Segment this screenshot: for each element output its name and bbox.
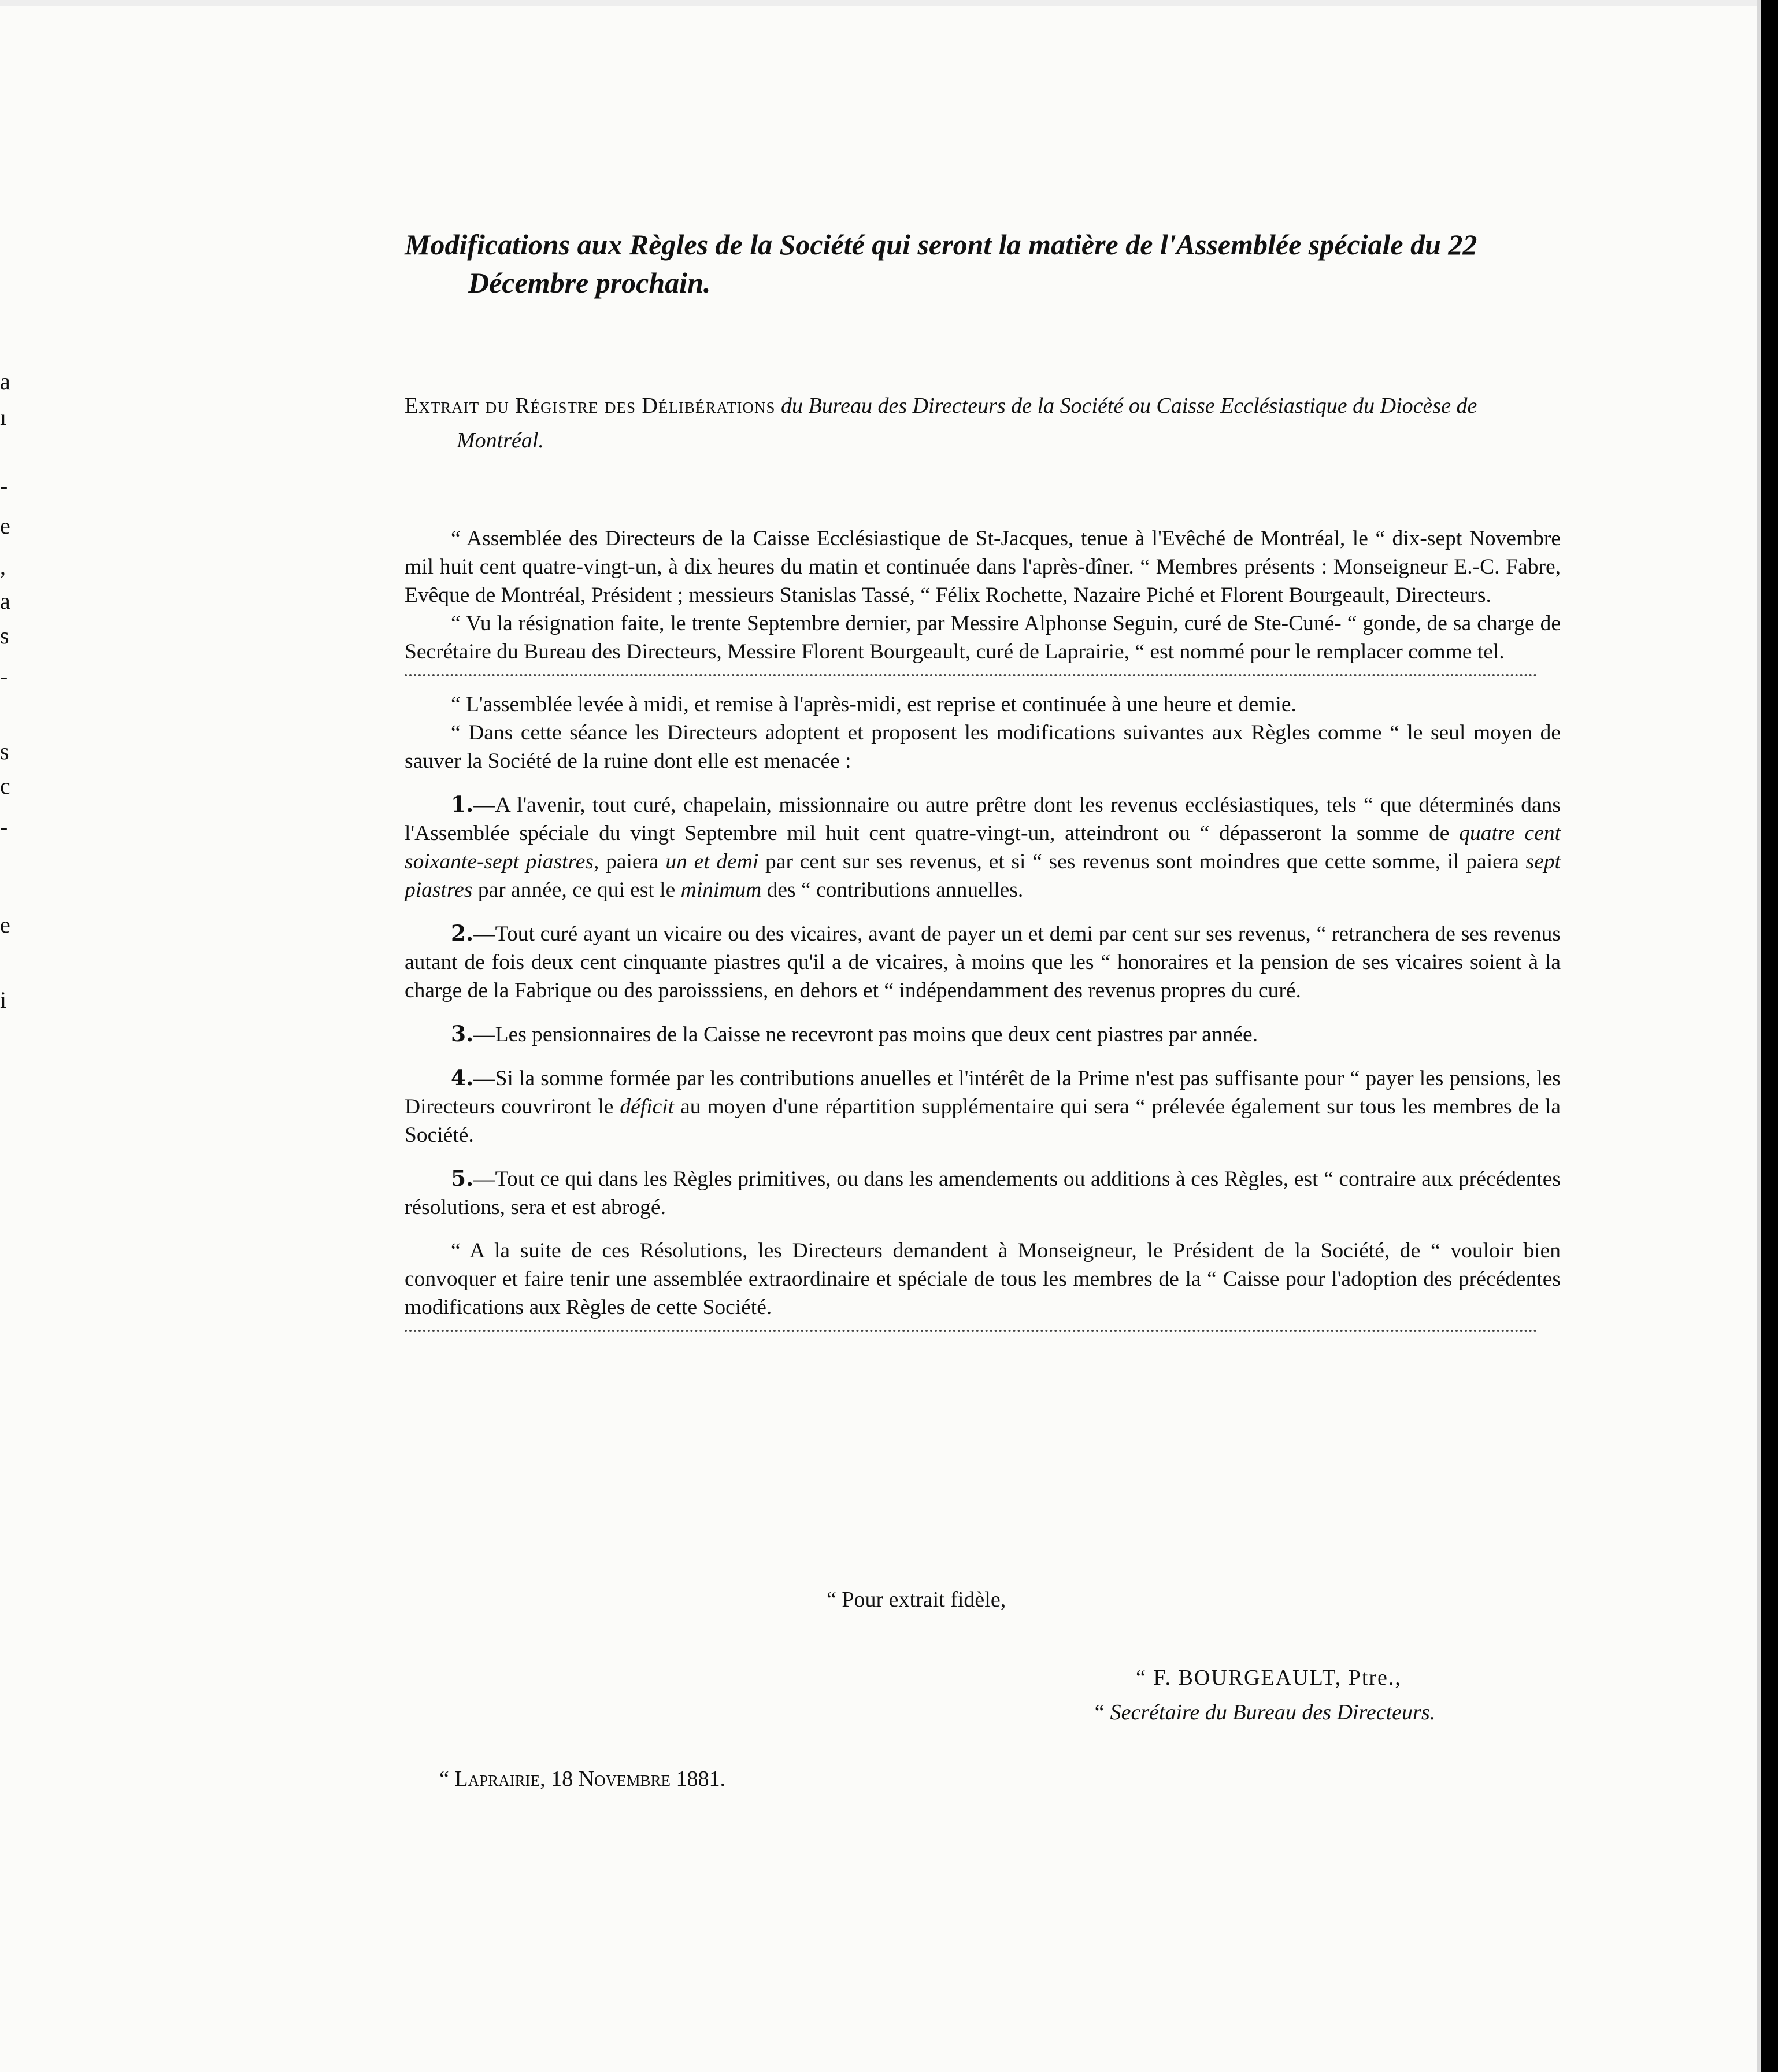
signature-name: “ F. BOURGEAULT, Ptre., [1136,1666,1402,1690]
resolution-text: par cent sur ses revenus, et si “ ses revenus sont moindres que cette somme, il paiera [765,850,1519,874]
margin-mark: e [0,513,10,539]
resolution-text: des “ contributions annuelles. [766,878,1024,902]
resolution-number: 4. [451,1065,474,1090]
resolution-number: 3. [451,1021,474,1046]
scan-edge [0,0,1757,6]
paragraph-adjourned: “ L'assemblée levée à midi, et remise à l'après-midi, est reprise et continuée à une heure et demie. [451,693,1297,716]
margin-mark: - [0,663,8,689]
resolution-emphasis: un et demi [665,850,759,874]
resolution-text: paiera [606,850,659,874]
resolution-2 [405,919,1561,1005]
resolution-text: —Tout curé ayant un vicaire ou des vicaires, avant de payer un et demi par cent sur ses revenus, “ retranchera de ses revenus autant de fois deux cent cinquante piastres qu'il a de vicaires, à moins que les “ honoraires et la pension de ses vicaires soient à la charge de la Fabrique ou des paroisssiens, en dehors et “ indépendamment des revenus propres du curé. [405,922,1561,1002]
signature-role: “ Secrétaire du Bureau des Directeurs. [1092,1700,1436,1725]
margin-mark: ı [0,404,7,430]
margin-mark: i [0,987,7,1013]
resolution-1 [405,790,1561,904]
resolution-5 [405,1164,1561,1222]
resolution-emphasis: minimum [680,878,762,902]
closing-extrait: “ Pour extrait fidèle, [827,1588,1006,1612]
margin-mark: - [0,813,8,839]
margin-mark: e [0,912,10,938]
resolution-4 [405,1064,1561,1149]
extract-heading [405,388,1561,458]
document-title: Modifications aux Règles de la Société qui seront la matière de l'Assemblée spéciale du 22 Décembre prochain. [405,228,1477,299]
margin-mark: - [0,472,8,498]
dotted-separator [405,668,1538,676]
resolution-text: —Si la somme formée par les contributions anuelles et l'intérêt de la Prime n'est pas suffisante pour “ payer les pensions, les Directeurs couvriront le [405,1067,1561,1119]
margin-mark: s [0,738,9,764]
resolution-text: au moyen d'une répartition supplémentaire qui sera “ prélevée également sur tous les membres de la Société. [405,1095,1561,1147]
paragraph-resignation: “ Vu la résignation faite, le trente Septembre dernier, par Messire Alphonse Seguin, curé de Ste-Cuné- “ gonde, de sa charge de Secrétaire du Bureau des Directeurs, Messire Florent Bourgeault, curé de Laprairie, “ est nommé pour le remplacer comme tel. [405,612,1561,664]
extract-source: du Bureau des Directeurs de la Société ou Caisse Ecclésiastique du Diocèse de Montréal. [457,394,1477,453]
paragraph-session: “ Dans cette séance les Directeurs adoptent et proposent les modifications suivantes aux Règles comme “ le seul moyen de sauver la Société de la ruine dont elle est menacée : [405,721,1561,773]
margin-mark: s [0,623,9,649]
paragraph-request: “ A la suite de ces Résolutions, les Directeurs demandent à Monseigneur, le Président de la Société, de “ vouloir bien convoquer et faire tenir une assemblée extraordinaire et spéciale de tous les membres de la “ Caisse pour l'adoption des précédentes modifications aux Règles de cette Société. [405,1239,1561,1319]
extract-label: Extrait du Régistre des Délibérations [405,394,776,418]
resolution-number: 2. [451,920,474,946]
dotted-separator [405,1324,1538,1332]
resolution-text: —Tout ce qui dans les Règles primitives, ou dans les amendements ou additions à ces Règles, est “ contraire aux précédentes résolutions, sera et est abrogé. [405,1167,1561,1219]
resolution-3 [405,1020,1561,1049]
document-body [405,225,1561,1346]
margin-mark: , [0,553,6,579]
resolution-emphasis: sept piastres [405,850,1561,902]
margin-mark: c [0,773,10,799]
resolution-text: —A l'avenir, tout curé, chapelain, missionnaire ou autre prêtre dont les revenus ecclésiastiques, tels “ que déterminés dans l'Assemblée spéciale du vingt Septembre mil huit cent quatre-vingt-un, atteindront ou “ dépasseront la somme de [405,793,1561,845]
margin-mark: a [0,588,10,614]
resolution-text: par année, ce qui est le [477,878,676,902]
resolution-number: 1. [451,791,474,817]
place-date: “ Laprairie, 18 Novembre 1881. [439,1767,726,1791]
resolution-text: —Les pensionnaires de la Caisse ne recevront pas moins que deux cent piastres par année. [473,1023,1258,1046]
resolution-emphasis: quatre cent soixante-sept piastres, [405,822,1561,874]
resolution-number: 5. [451,1166,474,1191]
resolution-emphasis: déficit [620,1095,675,1119]
paragraph-assembly: “ Assemblée des Directeurs de la Caisse Ecclésiastique de St-Jacques, tenue à l'Evêché de Montréal, le “ dix-sept Novembre mil huit cent quatre-vingt-un, à dix heures du matin et continuée dans l'après-dîner. “ Membres présents : Monseigneur E.-C. Fabre, Evêque de Montréal, Président ; messieurs Stanislas Tassé, “ Félix Rochette, Nazaire Piché et Florent Bourgeault, Directeurs. [405,527,1561,607]
margin-mark: a [0,368,10,394]
